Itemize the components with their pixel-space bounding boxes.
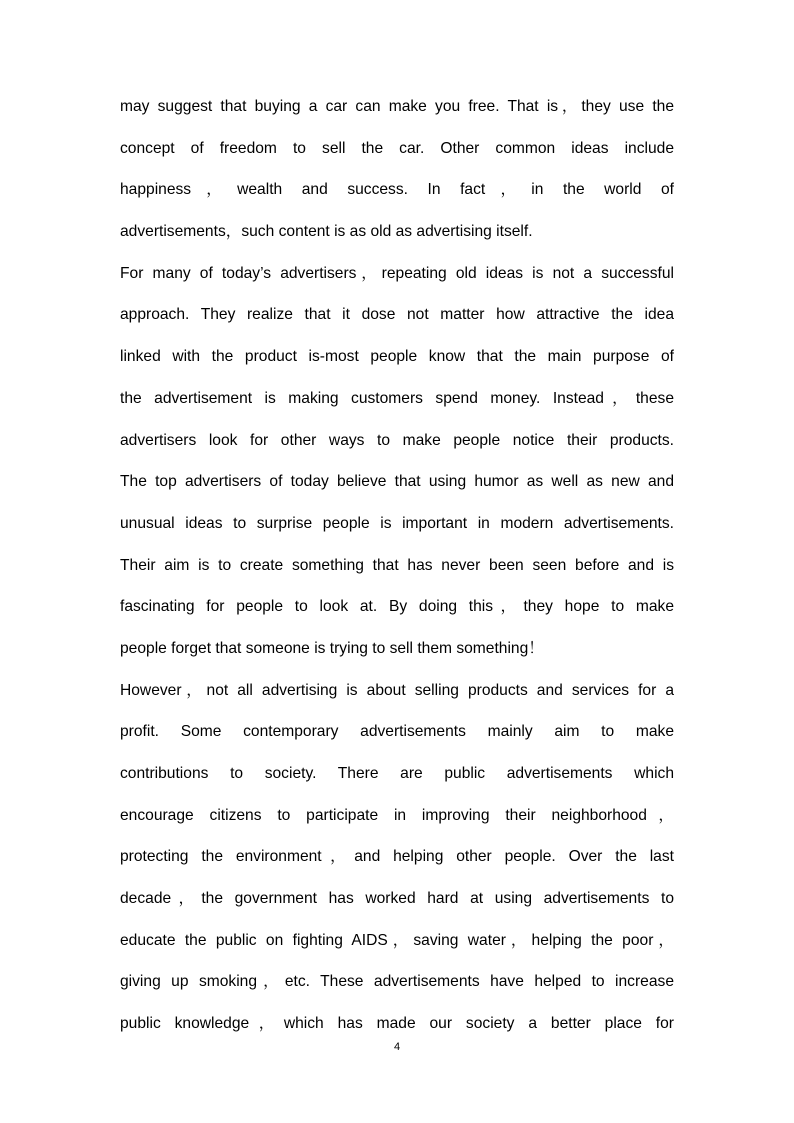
text-line: happiness，wealth and success. In fact，in the world of bbox=[120, 181, 674, 199]
text-line: Their aim is to create something that has never been seen before and is bbox=[120, 556, 674, 574]
text-line: profit. Some contemporary advertisements mainly aim to make bbox=[120, 723, 674, 741]
text-line: the advertisement is making customers spend money. Instead，these bbox=[120, 389, 674, 407]
text-line: educate the public on fighting AIDS，saving water，helping the poor， bbox=[120, 931, 674, 949]
text-line: However，not all advertising is about selling products and services for a bbox=[120, 681, 674, 699]
text-line: people forget that someone is trying to sell them something！ bbox=[120, 639, 544, 657]
text-line: For many of today’s advertisers，repeating old ideas is not a successful bbox=[120, 264, 674, 282]
text-line: giving up smoking，etc. These advertisements have helped to increase bbox=[120, 973, 674, 991]
text-line: unusual ideas to surprise people is important in modern advertisements. bbox=[120, 514, 674, 532]
text-line: advertisements，such content is as old as advertising itself. bbox=[120, 223, 533, 241]
text-line: may suggest that buying a car can make you free. That is，they use the bbox=[120, 98, 674, 115]
page-number: 4 bbox=[393, 1041, 401, 1053]
text-line: linked with the product is-most people know that the main purpose of bbox=[120, 348, 674, 366]
body-text bbox=[120, 86, 674, 1045]
text-line: concept of freedom to sell the car. Other common ideas include bbox=[120, 139, 674, 157]
text-line: public knowledge，which has made our society a better place for bbox=[120, 1015, 674, 1033]
text-line: protecting the environment，and helping other people. Over the last bbox=[120, 848, 674, 866]
text-line: encourage citizens to participate in improving their neighborhood， bbox=[120, 806, 674, 824]
text-line: contributions to society. There are public advertisements which bbox=[120, 765, 674, 782]
text-line: decade，the government has worked hard at using advertisements to bbox=[120, 890, 674, 908]
text-line: fascinating for people to look at. By doing this，they hope to make bbox=[120, 598, 674, 616]
text-line: The top advertisers of today believe that using humor as well as new and bbox=[120, 473, 674, 491]
text-line: approach. They realize that it dose not matter how attractive the idea bbox=[120, 306, 674, 324]
text-line: advertisers look for other ways to make people notice their products. bbox=[120, 431, 674, 449]
